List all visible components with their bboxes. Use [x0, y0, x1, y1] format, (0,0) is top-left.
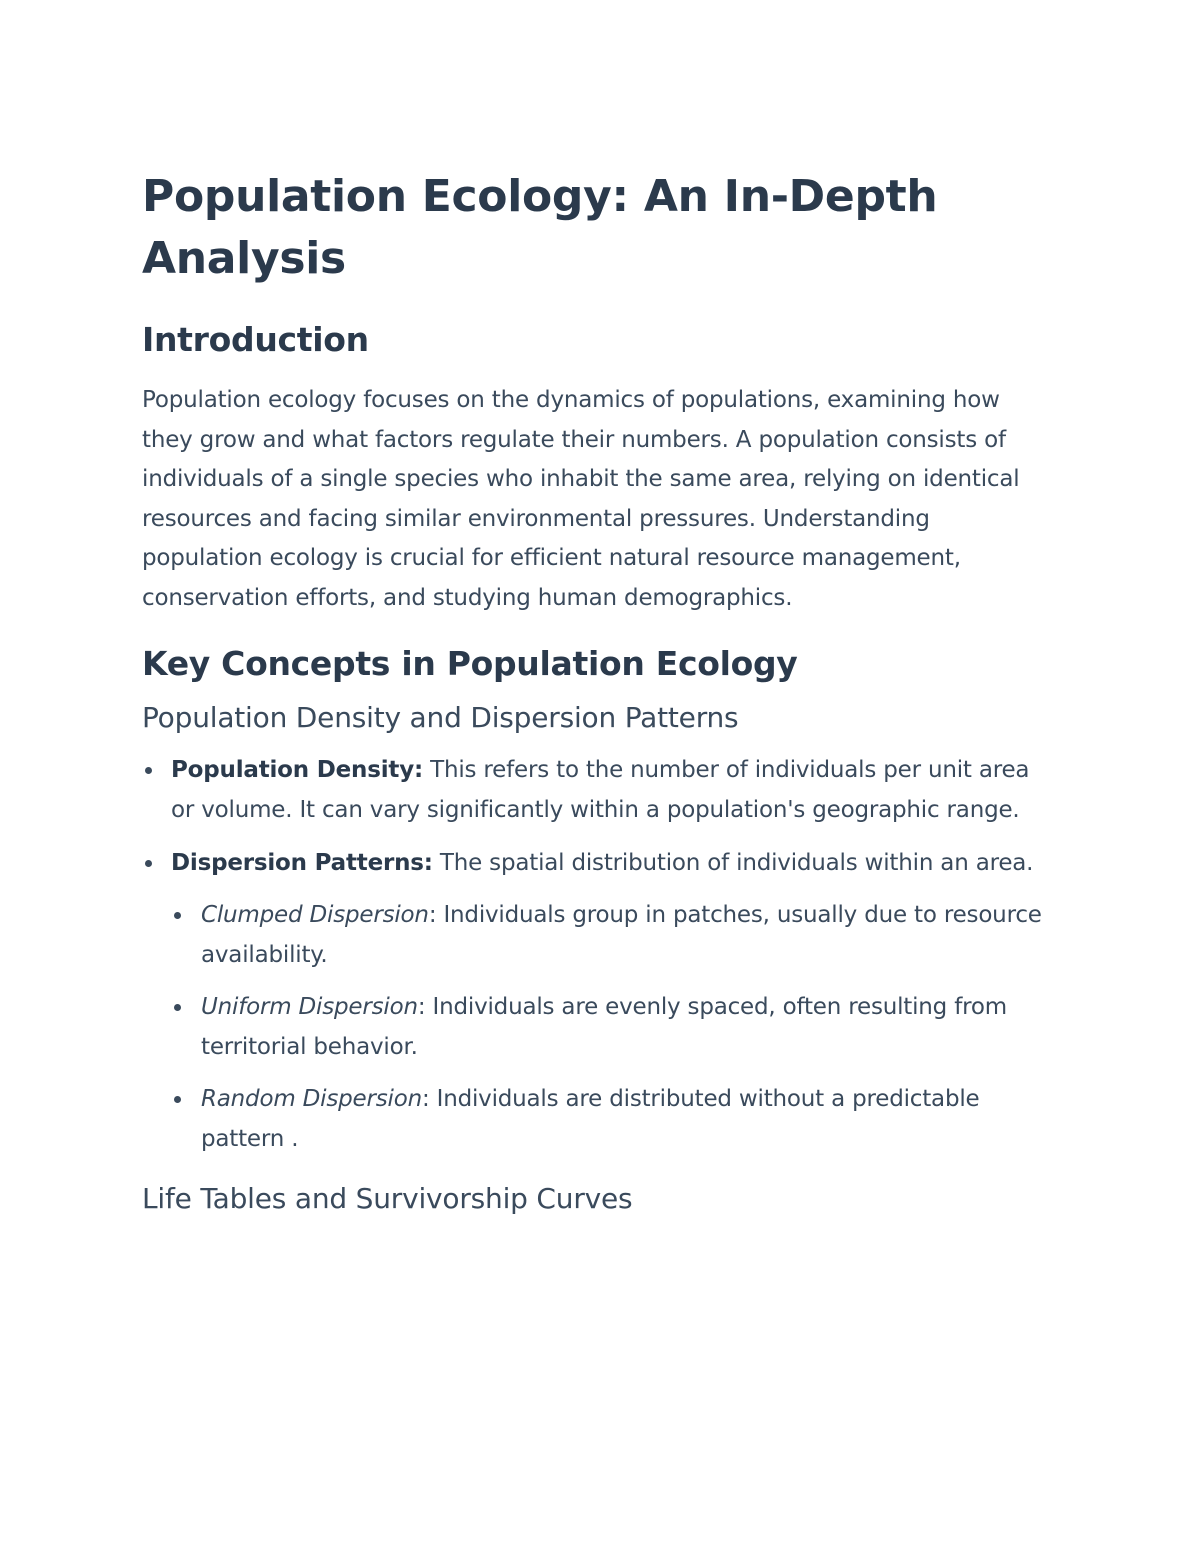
sublist-item-clumped: [171, 895, 1057, 975]
sublist-item-term: Random Dispersion: [201, 1086, 422, 1112]
density-dispersion-heading: Population Density and Dispersion Patterns: [142, 701, 739, 734]
dispersion-sublist: [171, 895, 1057, 1159]
key-concepts-heading: Key Concepts in Population Ecology: [142, 644, 798, 683]
sublist-item-term: Clumped Dispersion: [201, 902, 429, 928]
sublist-item-text: : Individuals are evenly spaced, often resulting from territorial behavior.: [201, 994, 1007, 1060]
life-tables-heading: Life Tables and Survivorship Curves: [142, 1182, 633, 1215]
bullet-icon: [145, 860, 152, 867]
list-item-text: This refers to the number of individuals per unit area or volume. It can vary significantly within a population's geographic range.: [171, 757, 1030, 823]
sublist-item-text: : Individuals group in patches, usually due to resource availability.: [201, 902, 1042, 968]
bullet-icon: [174, 912, 181, 919]
introduction-paragraph: Population ecology focuses on the dynamics of populations, examining how they grow and what factors regulate their numbers. A population consists of individuals of a single species who inhabit the same area, relying on identical resources and facing similar environmental pressures. Understanding population ecology is crucial for efficient natural resource management, conservation efforts, and studying human demographics.: [142, 387, 1020, 611]
list-item-population-density: [142, 750, 1057, 830]
list-item-text: The spatial distribution of individuals within an area.: [432, 850, 1034, 876]
sublist-item-term: Uniform Dispersion: [201, 994, 418, 1020]
list-item-term: Population Density:: [171, 757, 423, 783]
document-page: [142, 166, 1057, 1219]
sublist-item-text: : Individuals are distributed without a predictable pattern .: [201, 1086, 980, 1152]
document-title: Population Ecology: An In-Depth Analysis: [142, 171, 938, 284]
list-item-term: Dispersion Patterns:: [171, 850, 433, 876]
bullet-icon: [174, 1004, 181, 1011]
sublist-item-random: [171, 1079, 1057, 1159]
concepts-list: [142, 750, 1057, 1159]
bullet-icon: [145, 767, 152, 774]
sublist-item-uniform: [171, 987, 1057, 1067]
introduction-heading: Introduction: [142, 320, 369, 359]
list-item-dispersion-patterns: [142, 843, 1057, 1159]
bullet-icon: [174, 1096, 181, 1103]
